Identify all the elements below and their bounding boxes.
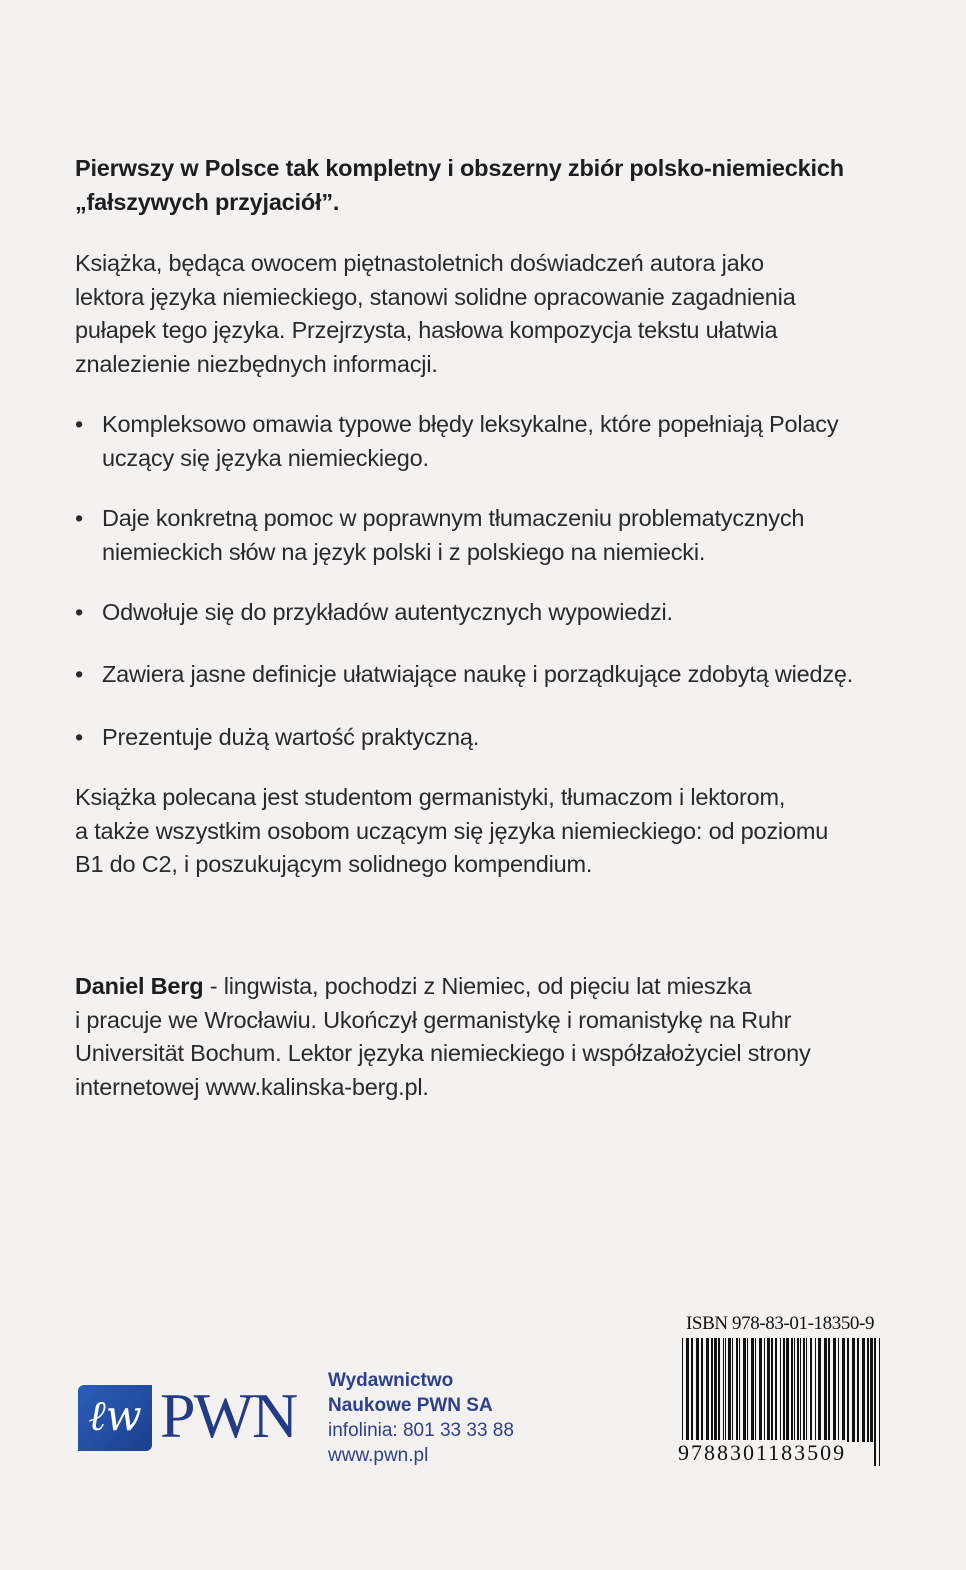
audience-line: B1 do C2, i poszukującym solidnego kompendium. xyxy=(75,851,593,877)
bullet-item xyxy=(75,658,853,692)
barcode-bar xyxy=(857,1338,859,1442)
barcode-bar xyxy=(759,1338,762,1442)
audience-line: a także wszystkim osobom uczącym się języka niemieckiego: od poziomu xyxy=(75,817,829,844)
publisher-info xyxy=(328,1368,514,1468)
barcode-bar xyxy=(803,1338,805,1442)
barcode-bar xyxy=(800,1338,801,1442)
author-bio xyxy=(75,970,811,1104)
intro-line: lektora języka niemieckiego, stanowi solidne opracowanie zagadnienia xyxy=(75,283,796,310)
author-name: Daniel Berg xyxy=(75,973,204,999)
barcode-bar xyxy=(824,1338,827,1442)
barcode-bar xyxy=(714,1338,717,1442)
publisher-website: www.pwn.pl xyxy=(328,1445,429,1466)
pwn-logo-icon: ℓw xyxy=(78,1385,152,1451)
intro-line: znalezienie niezbędnych informacji. xyxy=(75,350,438,377)
barcode-bar xyxy=(818,1338,821,1442)
barcode-bar xyxy=(879,1338,880,1466)
bullet-line: uczący się języka niemieckiego. xyxy=(102,444,429,471)
bullet-line: niemieckich słów na język polski i z polskiego na niemiecki. xyxy=(102,538,706,565)
barcode-bar xyxy=(718,1338,720,1442)
barcode-bar xyxy=(870,1338,873,1442)
bullet-line: Daje konkretną pomoc w poprawnym tłumaczeniu problematycznych xyxy=(102,505,805,531)
barcode-bar xyxy=(775,1338,777,1442)
barcode-bar xyxy=(806,1338,807,1442)
author-bio-line: Universität Bochum. Lektor języka niemieckiego i współzałożyciel strony xyxy=(75,1040,811,1066)
bullet-line: Kompleksowo omawia typowe błędy leksykalne, które popełniają Polacy xyxy=(102,411,839,437)
bullet-item xyxy=(75,502,804,569)
bullet-line: Prezentuje dużą wartość praktyczną. xyxy=(102,724,480,750)
barcode-bar xyxy=(732,1338,733,1442)
barcode-bar xyxy=(810,1338,812,1442)
barcode-bar xyxy=(711,1338,713,1442)
barcode-bar xyxy=(747,1338,748,1442)
barcode-bar xyxy=(842,1338,845,1442)
pwn-logo-text: PWN xyxy=(160,1380,297,1451)
barcode-bar xyxy=(728,1338,731,1442)
intro-line: pułapek tego języka. Przejrzysta, hasłowa kompozycja tekstu ułatwia xyxy=(75,317,778,343)
barcode-bar xyxy=(797,1338,799,1442)
author-bio-text: - lingwista, pochodzi z Niemiec, od pięciu lat mieszka xyxy=(203,973,752,999)
barcode-bar xyxy=(696,1338,699,1442)
barcode-bar xyxy=(755,1338,756,1442)
headline-line: „fałszywych przyjaciół”. xyxy=(75,188,340,215)
barcode-bar xyxy=(751,1338,754,1442)
barcode-bar xyxy=(706,1338,709,1442)
bullet-icon: • xyxy=(75,505,84,531)
barcode-bar xyxy=(828,1338,830,1442)
barcode-bar xyxy=(725,1338,726,1442)
barcode-bar xyxy=(771,1338,773,1442)
barcode-bar xyxy=(786,1338,789,1442)
bullet-item xyxy=(75,721,479,755)
barcode-bar xyxy=(815,1338,816,1442)
barcode-bar xyxy=(723,1338,724,1442)
barcode-bar xyxy=(874,1338,876,1466)
barcode-bar xyxy=(847,1338,849,1442)
author-bio-line: i pracuje we Wrocławiu. Ukończył germanistykę i romanistykę na Ruhr xyxy=(75,1006,792,1033)
bullet-icon: • xyxy=(75,724,84,750)
barcode-bar xyxy=(691,1338,693,1442)
barcode-bar xyxy=(739,1338,740,1442)
bullet-line: Zawiera jasne definicje ułatwiające naukę i porządkujące zdobytą wiedzę. xyxy=(102,661,854,687)
bullet-icon: • xyxy=(75,411,84,437)
audience-line: Książka polecana jest studentom germanistyki, tłumaczom i lektorom, xyxy=(75,784,786,810)
publisher-name: Naukowe PWN SA xyxy=(328,1395,493,1416)
intro-paragraph xyxy=(75,247,796,381)
isbn-label: ISBN 978-83-01-18350-9 xyxy=(686,1313,875,1334)
barcode-bar xyxy=(736,1338,738,1442)
barcode-bar xyxy=(764,1338,765,1442)
bullet-icon: • xyxy=(75,661,84,687)
intro-line: Książka, będąca owocem piętnastoletnich doświadczeń autora jako xyxy=(75,250,764,276)
headline xyxy=(75,152,844,219)
publisher-name: Wydawnictwo xyxy=(328,1370,454,1391)
headline-line: Pierwszy w Polsce tak kompletny i obszerny zbiór polsko-niemieckich xyxy=(75,155,844,181)
audience-paragraph xyxy=(75,781,828,882)
bullet-item xyxy=(75,408,838,475)
barcode-bar xyxy=(862,1338,865,1442)
barcode-bar xyxy=(867,1338,869,1442)
ean-number: 9788301183509 xyxy=(678,1440,847,1465)
publisher-phone: infolinia: 801 33 33 88 xyxy=(328,1420,514,1441)
bullet-line: Odwołuje się do przykładów autentycznych wypowiedzi. xyxy=(102,599,673,625)
barcode-bar xyxy=(852,1338,855,1442)
barcode-bar xyxy=(838,1338,839,1442)
bullet-item xyxy=(75,596,673,630)
barcode-bar xyxy=(701,1338,703,1442)
barcode-bar xyxy=(833,1338,836,1442)
author-bio-line: internetowej www.kalinska-berg.pl. xyxy=(75,1073,429,1100)
barcode-bar xyxy=(767,1338,770,1442)
barcode-bar xyxy=(743,1338,746,1442)
bullet-icon: • xyxy=(75,599,84,625)
barcode-bar xyxy=(794,1338,795,1442)
barcode-bar xyxy=(791,1338,793,1442)
